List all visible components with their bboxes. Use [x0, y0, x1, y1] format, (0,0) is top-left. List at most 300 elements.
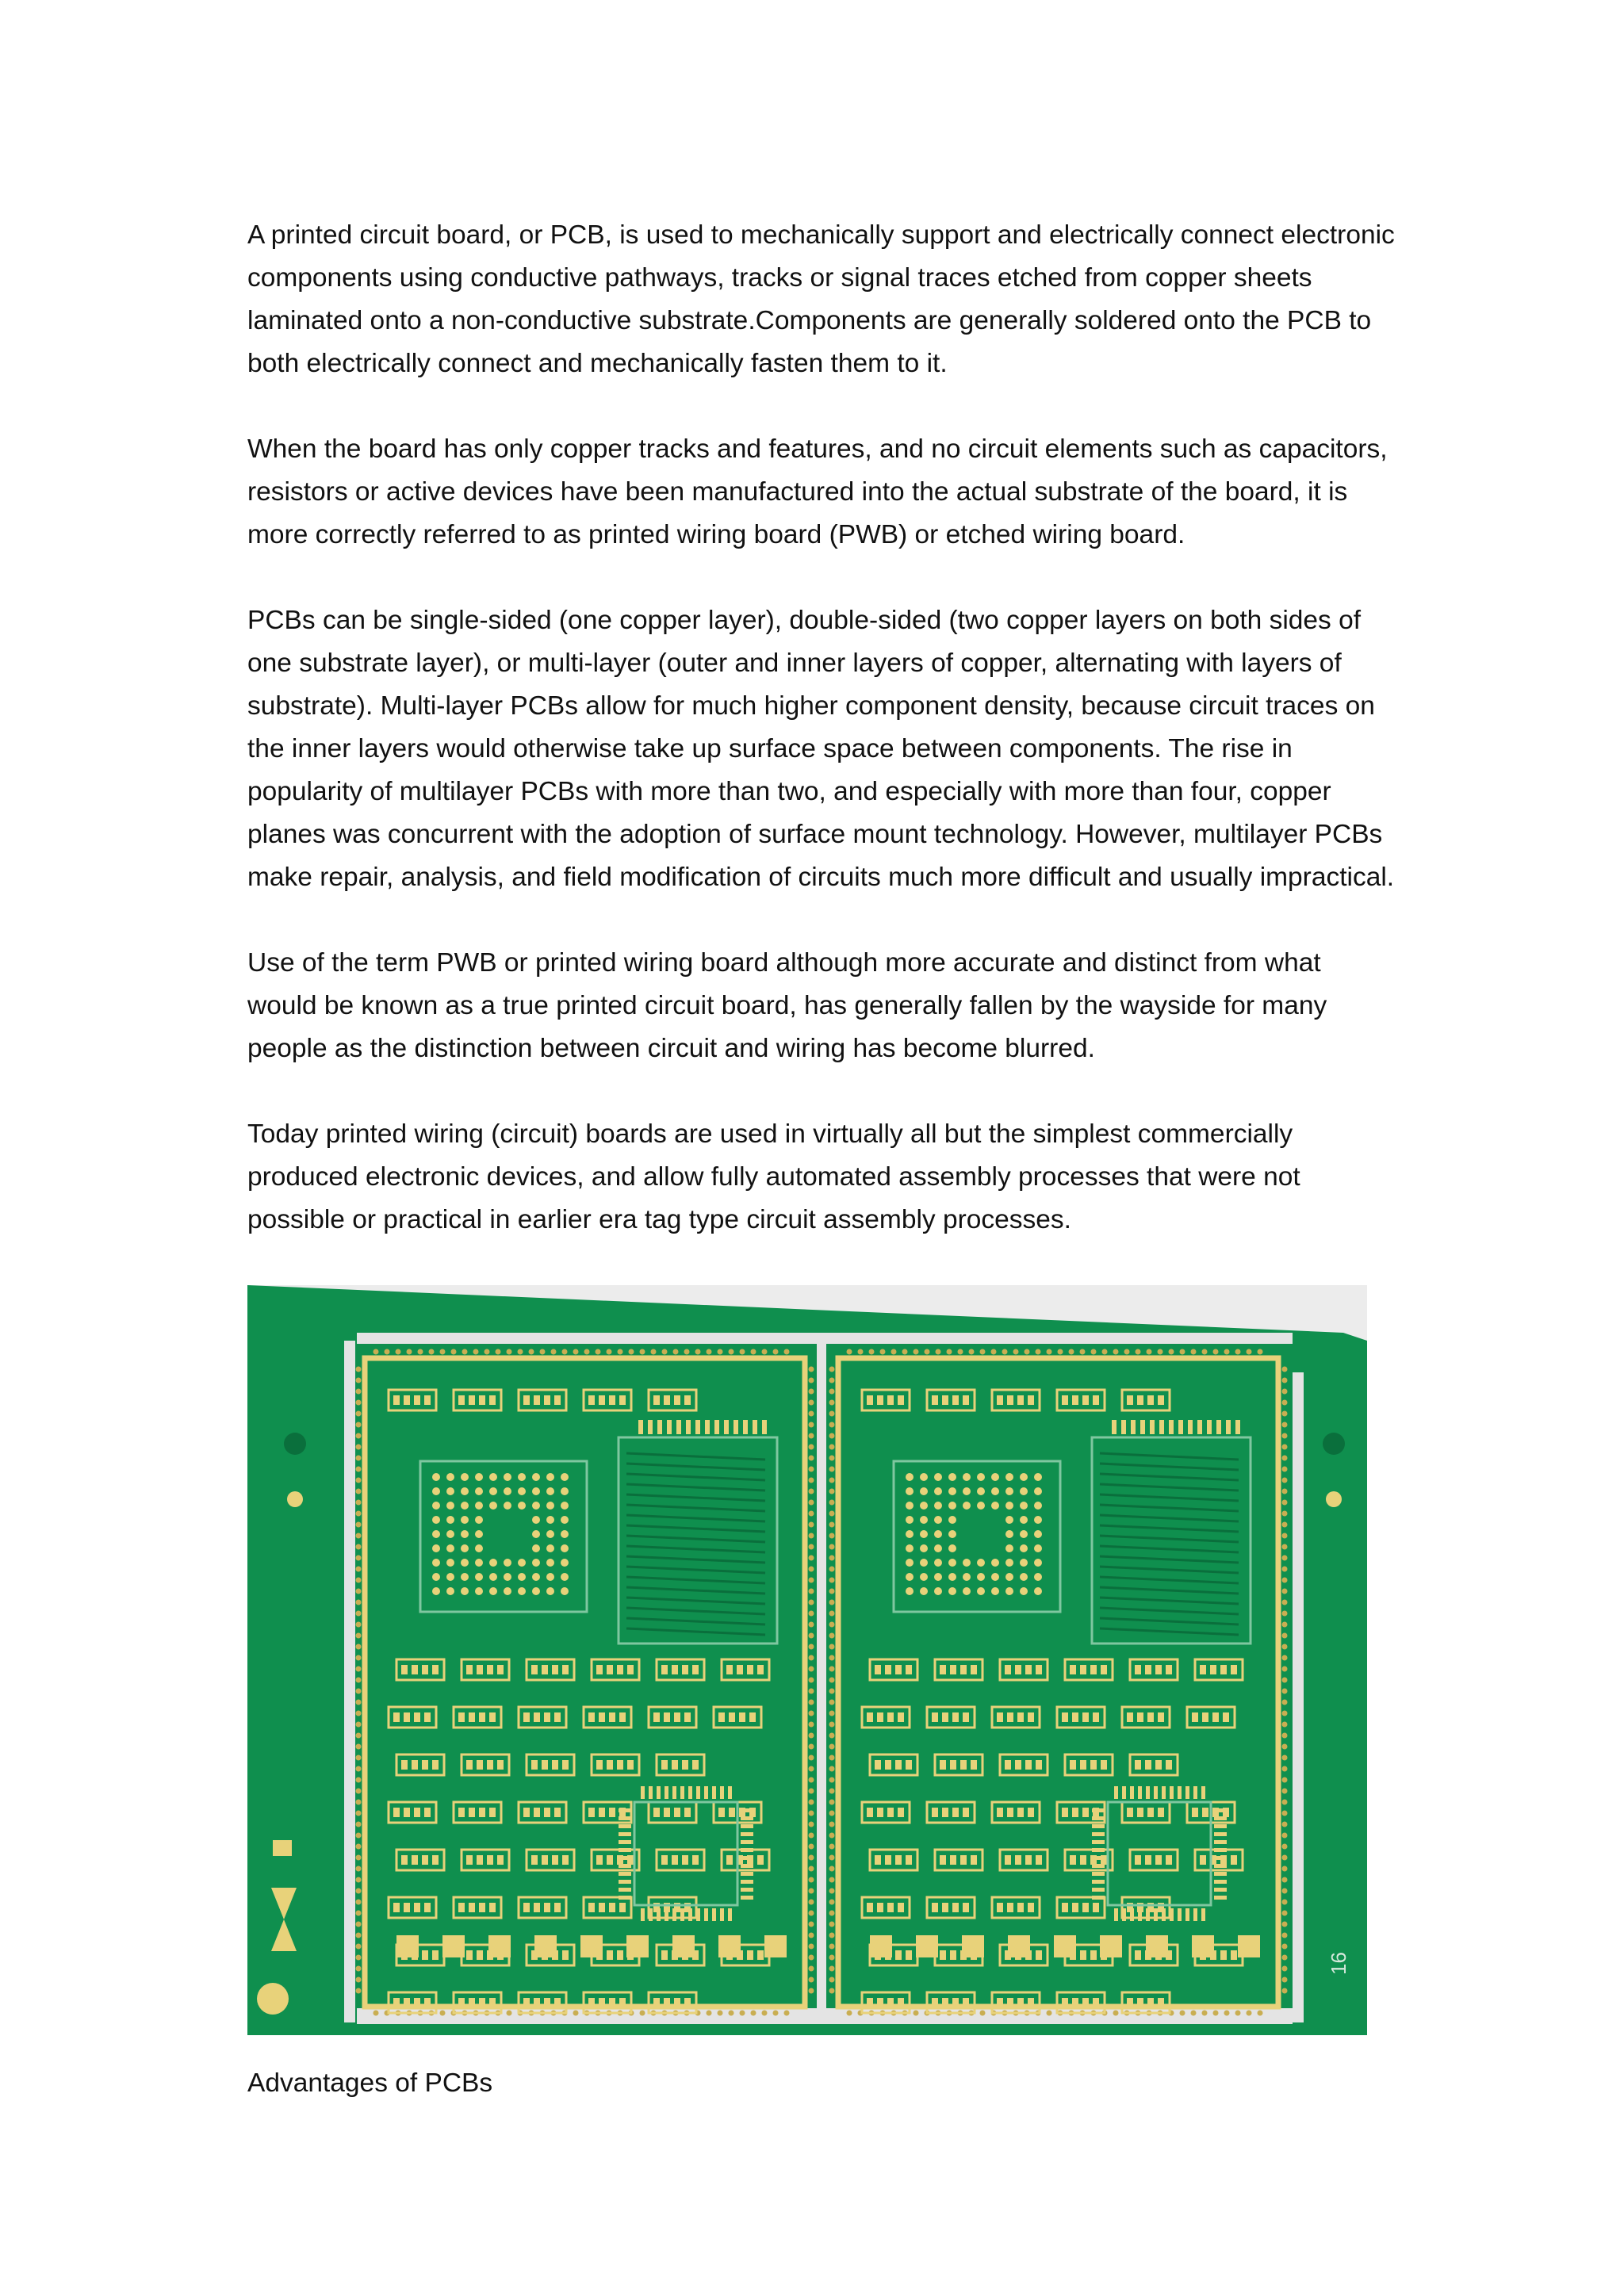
edge-pad	[809, 1844, 814, 1850]
qfp-pad	[619, 1816, 631, 1820]
edge-pad	[829, 1733, 835, 1739]
qfp-pad	[1214, 1864, 1227, 1868]
smd-pad	[940, 1760, 946, 1770]
edge-pad	[640, 1349, 645, 1355]
smd-pad	[1192, 1808, 1198, 1817]
smd-pad	[458, 1808, 465, 1817]
smd-pad	[424, 1808, 431, 1817]
smd-pad	[1200, 1855, 1206, 1865]
smd-pad	[1135, 1950, 1141, 1960]
bga-pad	[461, 1530, 469, 1538]
smd-pad	[1015, 1665, 1021, 1674]
edge-pad	[356, 1522, 362, 1528]
smd-pad	[885, 1855, 891, 1865]
bga-pad	[920, 1587, 928, 1595]
bga-pad	[948, 1502, 956, 1510]
power-pad	[534, 1935, 557, 1957]
bga-pad	[475, 1473, 483, 1481]
fine-pitch-pad	[1226, 1420, 1231, 1434]
edge-pad	[518, 1349, 523, 1355]
edge-pad	[829, 1533, 835, 1539]
smd-pad	[1231, 1665, 1237, 1674]
bga-pad	[475, 1587, 483, 1595]
qfp-pad	[741, 1832, 753, 1836]
smd-pad	[497, 1855, 504, 1865]
edge-pad	[809, 1966, 814, 1972]
bga-pad	[532, 1530, 540, 1538]
edge-pad	[1282, 1500, 1288, 1506]
smd-pad	[552, 1665, 558, 1674]
smd-pad	[1090, 1665, 1097, 1674]
edge-pad	[1282, 1944, 1288, 1950]
qfp-pad	[1201, 1908, 1205, 1921]
bga-pad	[906, 1473, 914, 1481]
smd-pad	[963, 1712, 969, 1722]
smd-pad	[458, 1998, 465, 2007]
smd-pad	[932, 1395, 938, 1405]
smd-pad	[562, 1950, 569, 1960]
edge-pad	[356, 1433, 362, 1439]
smd-pad	[963, 1998, 969, 2007]
smd-pad	[885, 1665, 891, 1674]
edge-pad	[902, 1349, 908, 1355]
bga-pad	[920, 1516, 928, 1524]
edge-pad	[829, 1800, 835, 1805]
smd-pad	[404, 1903, 410, 1912]
smd-pad	[607, 1760, 613, 1770]
edge-pad	[809, 1445, 814, 1450]
smd-pad	[1202, 1712, 1208, 1722]
edge-pad	[1282, 1822, 1288, 1827]
smd-pad	[523, 1903, 530, 1912]
smd-pad	[1212, 1712, 1219, 1722]
bga-pad	[461, 1487, 469, 1495]
smd-pad	[458, 1712, 465, 1722]
bga-pad	[432, 1487, 440, 1495]
qfp-pad	[665, 1908, 668, 1921]
bga-pad	[518, 1502, 526, 1510]
edge-pad	[1282, 1400, 1288, 1406]
bga-pad	[532, 1587, 540, 1595]
edge-pad	[1113, 1349, 1119, 1355]
bga-pad	[948, 1473, 956, 1481]
edge-pad	[356, 1955, 362, 1961]
bga-pad	[948, 1516, 956, 1524]
qfp-pad	[704, 1908, 708, 1921]
left-rail-slot	[344, 1341, 355, 2022]
paragraph-layer-types: PCBs can be single-sided (one copper layer), double-sided (two copper layers on both sides of one substrate layer), or multi-layer (outer and inner layers of copper, alternating with layers of substrate). Multi-layer PCBs allow for much higher component density, because circuit traces on the inner layers would otherwise take up surface space between components. The rise in popularity of multilayer PCBs with more than two, and especially with more than four, copper planes was concurrent with the adoption of surface mount technology. However, multilayer PCBs make repair, analysis, and field modification of circuits much more difficult and usually impractical.	[247, 606, 1395, 892]
qfp-pad	[1130, 1908, 1134, 1921]
qfp-pad	[1201, 1786, 1205, 1799]
bga-pad	[561, 1502, 569, 1510]
paragraph-terminology: Use of the term PWB or printed wiring board although more accurate and distinct from what would be known as a true printed circuit board, has generally fallen by the wayside for many people as the distinction between circuit and wiring has become blurred.	[247, 948, 1327, 1063]
edge-pad	[809, 1600, 814, 1605]
qfp-pad	[741, 1824, 753, 1828]
smd-pad	[661, 1760, 668, 1770]
smd-pad	[877, 1395, 883, 1405]
smd-pad	[393, 1712, 400, 1722]
smd-pad	[661, 1950, 668, 1960]
smd-pad	[1147, 1808, 1154, 1817]
edge-pad	[829, 1822, 835, 1827]
power-pad	[396, 1935, 419, 1957]
edge-pad	[829, 1833, 835, 1839]
fine-pitch-pad	[1216, 1420, 1221, 1434]
bga-pad	[934, 1502, 942, 1510]
smd-pad	[404, 1808, 410, 1817]
bga-pad	[991, 1587, 999, 1595]
edge-pad	[1282, 1389, 1288, 1395]
bga-pad	[446, 1559, 454, 1567]
smd-pad	[674, 1808, 680, 1817]
smd-pad	[932, 1712, 938, 1722]
edge-pad	[829, 1911, 835, 1916]
smd-pad	[653, 1395, 660, 1405]
smd-pad	[393, 1395, 400, 1405]
smd-pad	[653, 1712, 660, 1722]
bga-pad	[963, 1573, 971, 1581]
edge-pad	[573, 1349, 579, 1355]
edge-pad	[1002, 1349, 1008, 1355]
edge-pad	[809, 1567, 814, 1572]
edge-pad	[1282, 1378, 1288, 1383]
smd-pad	[940, 1950, 946, 1960]
edge-pad	[809, 1789, 814, 1794]
edge-pad	[829, 1422, 835, 1428]
smd-pad	[1145, 1855, 1151, 1865]
qfp-pad	[649, 1908, 653, 1921]
smd-pad	[757, 1950, 764, 1960]
edge-pad	[1224, 2011, 1230, 2016]
smd-pad	[1007, 1903, 1013, 1912]
edge-pad	[1282, 1600, 1288, 1605]
qfp-pad	[1178, 1786, 1182, 1799]
edge-pad	[356, 1622, 362, 1628]
qfp-pad	[1214, 1840, 1227, 1844]
smd-pad	[898, 1808, 904, 1817]
bga-pad	[489, 1502, 497, 1510]
edge-pad	[809, 1922, 814, 1927]
smd-pad	[906, 1950, 912, 1960]
bga-pad	[963, 1502, 971, 1510]
qfp-pad	[1092, 1896, 1105, 1900]
smd-pad	[588, 1712, 595, 1722]
fine-pitch-pad	[1121, 1420, 1126, 1434]
smd-pad	[487, 1665, 493, 1674]
qfp-pad	[619, 1888, 631, 1892]
bga-pad	[532, 1487, 540, 1495]
qfp-pad	[1092, 1888, 1105, 1892]
qfp-pad	[619, 1856, 631, 1860]
smd-pad	[997, 1712, 1003, 1722]
bga-pad	[446, 1516, 454, 1524]
edge-pad	[1213, 2011, 1219, 2016]
edge-pad	[829, 1955, 835, 1961]
smd-pad	[747, 1950, 753, 1960]
smd-pad	[422, 1760, 428, 1770]
qfp-pad	[728, 1908, 732, 1921]
qfp-pad	[1214, 1816, 1227, 1820]
smd-pad	[877, 1998, 883, 2007]
smd-pad	[940, 1855, 946, 1865]
smd-pad	[477, 1950, 483, 1960]
bga-pad	[1020, 1502, 1028, 1510]
edge-pad	[1213, 1349, 1219, 1355]
smd-pad	[487, 1760, 493, 1770]
smd-pad	[747, 1665, 753, 1674]
bga-pad	[432, 1587, 440, 1595]
bga-pad	[1034, 1587, 1042, 1595]
smd-pad	[887, 1808, 894, 1817]
bga-pad	[532, 1502, 540, 1510]
edge-pad	[418, 1349, 423, 1355]
smd-pad	[531, 1665, 538, 1674]
bga-pad	[546, 1530, 554, 1538]
edge-pad	[809, 1633, 814, 1639]
smd-pad	[672, 1665, 678, 1674]
qfp-pad	[1214, 1888, 1227, 1892]
edge-pad	[809, 1711, 814, 1716]
edge-pad	[1282, 1456, 1288, 1461]
edge-pad	[1202, 1349, 1208, 1355]
bga-pad	[963, 1487, 971, 1495]
smd-pad	[737, 1665, 743, 1674]
edge-pad	[809, 1777, 814, 1783]
edge-pad	[356, 1811, 362, 1816]
edge-pad	[809, 1744, 814, 1750]
smd-pad	[1028, 1395, 1034, 1405]
bga-pad	[934, 1487, 942, 1495]
smd-pad	[952, 1903, 959, 1912]
smd-pad	[1080, 1665, 1086, 1674]
smd-pad	[952, 1808, 959, 1817]
bga-pad	[977, 1487, 985, 1495]
edge-pad	[356, 1988, 362, 1994]
bga-pad	[475, 1573, 483, 1581]
edge-pad	[356, 1644, 362, 1650]
smd-pad	[534, 1998, 540, 2007]
bga-pad	[1020, 1530, 1028, 1538]
edge-pad	[356, 1689, 362, 1694]
edge-pad	[356, 1900, 362, 1905]
bga-pad	[906, 1587, 914, 1595]
smd-pad	[1135, 1665, 1141, 1674]
smd-pad	[684, 1395, 691, 1405]
smd-pad	[1036, 1950, 1042, 1960]
edge-pad	[1282, 1511, 1288, 1517]
smd-pad	[412, 1855, 418, 1865]
edge-pad	[809, 1533, 814, 1539]
edge-pad	[809, 1500, 814, 1506]
smd-pad	[1070, 1665, 1076, 1674]
smd-pad	[729, 1712, 735, 1722]
edge-pad	[809, 1700, 814, 1705]
smd-pad	[1062, 1998, 1068, 2007]
smd-pad	[458, 1903, 465, 1912]
bga-pad	[906, 1516, 914, 1524]
smd-pad	[875, 1665, 881, 1674]
smd-pad	[1137, 1998, 1143, 2007]
edge-pad	[809, 1722, 814, 1728]
edge-pad	[809, 1766, 814, 1772]
qfp-pad	[619, 1832, 631, 1836]
bga-pad	[432, 1473, 440, 1481]
edge-pad	[356, 1411, 362, 1417]
qfp-pad	[1154, 1908, 1158, 1921]
smd-pad	[627, 1665, 634, 1674]
smd-pad	[674, 1998, 680, 2007]
tooling-hole	[1323, 1433, 1345, 1455]
smd-pad	[599, 1998, 605, 2007]
edge-pad	[1282, 1467, 1288, 1472]
edge-pad	[829, 1478, 835, 1483]
qfp-pad	[1092, 1856, 1105, 1860]
smd-pad	[477, 1760, 483, 1770]
edge-pad	[373, 2011, 379, 2016]
smd-pad	[672, 1855, 678, 1865]
edge-pad	[540, 1349, 546, 1355]
smd-pad	[607, 1950, 613, 1960]
smd-pad	[469, 1903, 475, 1912]
edge-pad	[809, 1556, 814, 1561]
smd-pad	[523, 1998, 530, 2007]
smd-pad	[653, 1808, 660, 1817]
right-rail-slot	[1293, 1372, 1304, 2022]
smd-pad	[895, 1855, 902, 1865]
bga-pad	[963, 1587, 971, 1595]
smd-pad	[726, 1855, 733, 1865]
bga-pad	[920, 1487, 928, 1495]
qfp-pad	[1193, 1908, 1197, 1921]
bga-pad	[461, 1473, 469, 1481]
smd-pad	[542, 1665, 548, 1674]
smd-pad	[534, 1712, 540, 1722]
smd-pad	[932, 1998, 938, 2007]
smd-pad	[609, 1903, 615, 1912]
smd-pad	[619, 1395, 626, 1405]
edge-pad	[707, 1349, 712, 1355]
bga-pad	[546, 1487, 554, 1495]
edge-pad	[1282, 1811, 1288, 1816]
bga-pad	[446, 1587, 454, 1595]
smd-pad	[940, 1665, 946, 1674]
bga-pad	[934, 1587, 942, 1595]
edge-pad	[1282, 1988, 1288, 1994]
bga-pad	[1034, 1573, 1042, 1581]
edge-pad	[1202, 2011, 1208, 2016]
smd-pad	[1101, 1665, 1107, 1674]
smd-pad	[1147, 1395, 1154, 1405]
pcb-illustration	[247, 1285, 1367, 2035]
smd-pad	[898, 1903, 904, 1912]
bga-pad	[561, 1573, 569, 1581]
smd-pad	[1137, 1395, 1143, 1405]
edge-pad	[829, 1777, 835, 1783]
qfp-pad	[1193, 1786, 1197, 1799]
edge-pad	[1013, 1349, 1019, 1355]
smd-pad	[906, 1665, 912, 1674]
edge-pad	[1282, 1533, 1288, 1539]
qfp-pad	[704, 1786, 708, 1799]
smd-pad	[534, 1903, 540, 1912]
edge-pad	[529, 1349, 534, 1355]
smd-pad	[1093, 1998, 1099, 2007]
qfp-pad	[672, 1908, 676, 1921]
fine-pitch-pad	[638, 1420, 643, 1434]
fine-pitch-pad	[762, 1420, 767, 1434]
power-pad	[1100, 1935, 1122, 1957]
qfp-pad	[741, 1880, 753, 1884]
smd-pad	[552, 1760, 558, 1770]
smd-pad	[554, 1998, 561, 2007]
smd-pad	[1025, 1760, 1032, 1770]
bga-pad	[934, 1516, 942, 1524]
edge-pad	[1235, 2011, 1241, 2016]
smd-pad	[401, 1760, 408, 1770]
edge-pad	[1147, 1349, 1152, 1355]
smd-pad	[432, 1950, 439, 1960]
smd-pad	[672, 1760, 678, 1770]
edge-pad	[596, 1349, 601, 1355]
bga-pad	[1020, 1473, 1028, 1481]
edge-pad	[473, 1349, 479, 1355]
smd-pad	[479, 1712, 485, 1722]
bga-pad	[920, 1473, 928, 1481]
tooling-hole	[284, 1433, 306, 1455]
smd-pad	[1127, 1998, 1133, 2007]
bga-pad	[1034, 1530, 1042, 1538]
power-pad	[488, 1935, 511, 1957]
smd-pad	[523, 1395, 530, 1405]
edge-pad	[969, 1349, 975, 1355]
fine-pitch-pad	[714, 1420, 719, 1434]
bga-pad	[1020, 1544, 1028, 1552]
smd-pad	[531, 1760, 538, 1770]
edge-pad	[1124, 1349, 1130, 1355]
edge-pad	[1091, 1349, 1097, 1355]
smd-pad	[895, 1950, 902, 1960]
edge-pad	[1282, 1489, 1288, 1494]
edge-pad	[1047, 2011, 1052, 2016]
smd-pad	[1082, 1998, 1089, 2007]
qfp-pad	[741, 1872, 753, 1876]
qfp-pad	[1214, 1872, 1227, 1876]
smd-pad	[1137, 1712, 1143, 1722]
edge-pad	[1282, 1655, 1288, 1661]
smd-pad	[489, 1395, 496, 1405]
smd-pad	[609, 1712, 615, 1722]
smd-pad	[1072, 1395, 1078, 1405]
qfp-pad	[657, 1908, 661, 1921]
smd-pad	[963, 1808, 969, 1817]
smd-pad	[1090, 1760, 1097, 1770]
bga-pad	[1034, 1516, 1042, 1524]
edge-pad	[1191, 2011, 1197, 2016]
edge-pad	[829, 1556, 835, 1561]
edge-pad	[1282, 1855, 1288, 1861]
smd-pad	[424, 1395, 431, 1405]
smd-pad	[1145, 1665, 1151, 1674]
smd-pad	[664, 1808, 670, 1817]
smd-pad	[412, 1760, 418, 1770]
qfp-pad	[1214, 1880, 1227, 1884]
smd-pad	[1127, 1808, 1133, 1817]
edge-pad	[829, 1511, 835, 1517]
smd-pad	[692, 1855, 699, 1865]
edge-pad	[847, 2011, 852, 2016]
edge-pad	[707, 2011, 712, 2016]
qfp-pad	[665, 1786, 668, 1799]
